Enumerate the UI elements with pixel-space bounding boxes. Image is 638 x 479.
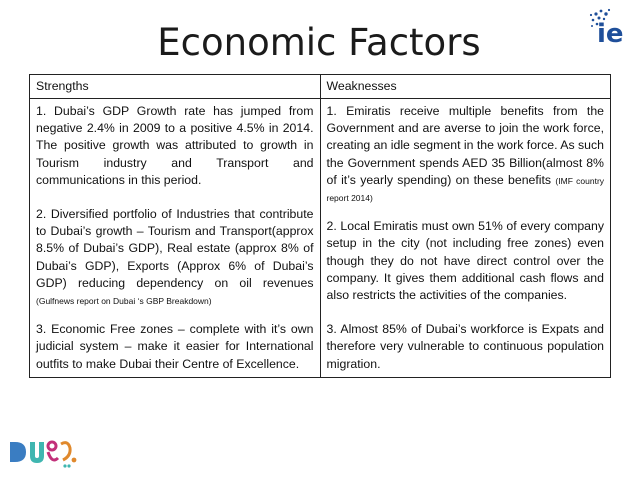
swot-table bbox=[29, 74, 611, 378]
weaknesses-header: Weaknesses bbox=[320, 75, 611, 99]
weakness-point-1-text: 1. Emiratis receive multiple benefits from the Government and are averse to join the work force, creating an idle segment in the work force. As such the Government spends AED 35 Billion(almost 8% of it’s yearly spending) on these benefits bbox=[326, 104, 605, 187]
strength-point-3 bbox=[36, 321, 314, 373]
ie-logo-text: ie bbox=[597, 19, 624, 49]
dubai-logo bbox=[8, 436, 80, 470]
weakness-point-3 bbox=[327, 321, 605, 373]
ie-logo bbox=[587, 4, 637, 50]
table-header-row bbox=[30, 75, 611, 99]
strength-point-1 bbox=[36, 103, 314, 189]
weakness-point-2 bbox=[327, 218, 605, 304]
strength-point-2-source: (Gulfnews report on Dubai ‘s GBP Breakdown) bbox=[36, 296, 212, 307]
strength-point-2 bbox=[36, 206, 314, 309]
table-body-row bbox=[30, 99, 611, 378]
dubai-logo-text: DUBAI bbox=[8, 436, 12, 437]
strength-point-2-text: 2. Diversified portfolio of Industries that contribute to Dubai’s growth – Tourism and Transport(approx 8.5% of Dubai’s GDP), Real estate (approx 8% of Dubai’s GDP), Exports (Approx 6% of Dubai’s GDP) reducing dependency on oil revenues bbox=[36, 207, 314, 290]
slide-title: Economic Factors bbox=[157, 21, 481, 64]
strengths-header: Strengths bbox=[30, 75, 321, 99]
strengths-cell bbox=[30, 99, 321, 378]
weakness-point-1 bbox=[327, 103, 605, 206]
weakness-point-3-text: 3. Almost 85% of Dubai’s workforce is Expats and therefore very vulnerable to continuous population migration. bbox=[326, 322, 604, 371]
weakness-point-2-text: 2. Local Emiratis must own 51% of every company setup in the city (not including free zones) even though they do not have direct control over the company. It gives them additional cash flows and also restricts the activities of the companies. bbox=[326, 219, 604, 303]
strength-point-1-text: 1. Dubai’s GDP Growth rate has jumped from negative 2.4% in 2009 to a positive 4.5% in 2014. The positive growth was attributed to growth in Tourism industry and Transport and communications in this period. bbox=[36, 104, 314, 187]
strength-point-3-text: 3. Economic Free zones – complete with it’s own judicial system – make it easier for International outfits to make Dubai their Centre of Excellence. bbox=[36, 322, 314, 371]
weakness-point-1-source: (IMF country report 2014) bbox=[326, 175, 605, 204]
weaknesses-cell bbox=[320, 99, 611, 378]
